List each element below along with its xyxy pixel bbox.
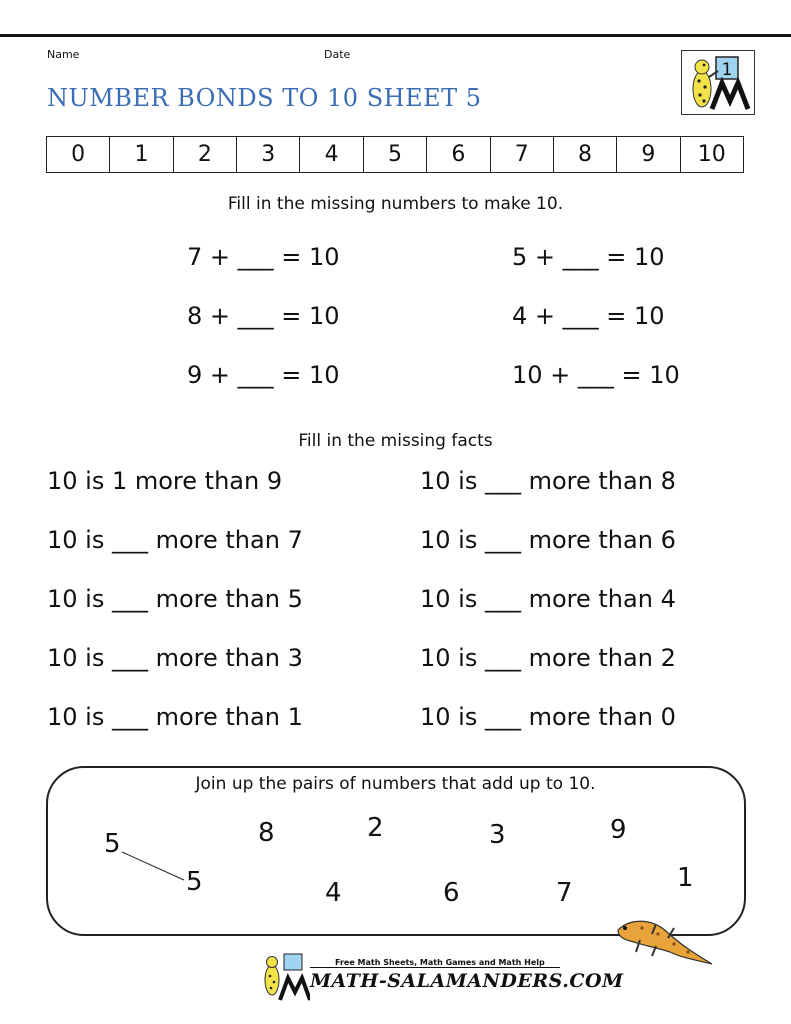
number-line-cell: 2 [174, 137, 237, 172]
join-number[interactable]: 9 [610, 815, 627, 845]
join-number[interactable]: 3 [489, 820, 506, 850]
join-number[interactable]: 8 [258, 818, 275, 848]
fact-question: 10 is ___ more than 7 [47, 526, 303, 554]
instruction-missing-facts: Fill in the missing facts [298, 431, 493, 451]
sum-question: 10 + ___ = 10 [512, 361, 680, 389]
number-line-cell: 0 [47, 137, 110, 172]
join-number[interactable]: 1 [677, 863, 694, 893]
join-number[interactable]: 4 [325, 878, 342, 908]
fact-question: 10 is ___ more than 2 [420, 644, 676, 672]
number-line-cell: 1 [110, 137, 173, 172]
logo-digit: 1 [721, 60, 733, 80]
name-label: Name [47, 48, 80, 61]
fact-question: 10 is ___ more than 6 [420, 526, 676, 554]
sum-question: 8 + ___ = 10 [187, 302, 340, 330]
join-number[interactable]: 5 [104, 829, 121, 859]
number-line-cell: 9 [617, 137, 680, 172]
sum-question: 9 + ___ = 10 [187, 361, 340, 389]
salamander-icon [612, 912, 722, 982]
number-line-cell: 5 [364, 137, 427, 172]
fact-question: 10 is 1 more than 9 [47, 467, 283, 495]
number-line-cell: 8 [554, 137, 617, 172]
page-title: NUMBER BONDS TO 10 SHEET 5 [47, 84, 482, 112]
number-line-cell: 7 [491, 137, 554, 172]
fact-question: 10 is ___ more than 5 [47, 585, 303, 613]
number-line-cell: 6 [427, 137, 490, 172]
join-number[interactable]: 6 [443, 878, 460, 908]
join-number[interactable]: 2 [367, 813, 384, 843]
join-number[interactable]: 5 [186, 867, 203, 897]
fact-question: 10 is ___ more than 8 [420, 467, 676, 495]
fact-question: 10 is ___ more than 0 [420, 703, 676, 731]
fact-question: 10 is ___ more than 4 [420, 585, 676, 613]
instruction-missing-numbers: Fill in the missing numbers to make 10. [227, 194, 564, 214]
number-line-cell: 10 [697, 142, 726, 167]
fact-question: 10 is ___ more than 3 [47, 644, 303, 672]
footer-tagline: Free Math Sheets, Math Games and Math Help [335, 958, 545, 967]
fact-question: 10 is ___ more than 1 [47, 703, 303, 731]
footer-brand[interactable]: MATH-SALAMANDERS.COM [310, 970, 624, 992]
instruction-join-pairs: Join up the pairs of numbers that add up to 10. [195, 774, 596, 794]
join-number[interactable]: 7 [556, 878, 573, 908]
date-label: Date [324, 48, 351, 61]
footer-logo-icon [258, 950, 310, 1002]
sum-question: 5 + ___ = 10 [512, 243, 665, 271]
number-line-cell: 4 [300, 137, 363, 172]
footer-rule [310, 967, 560, 968]
sum-question: 4 + ___ = 10 [512, 302, 665, 330]
sum-question: 7 + ___ = 10 [187, 243, 340, 271]
number-line-cell: 3 [237, 137, 300, 172]
